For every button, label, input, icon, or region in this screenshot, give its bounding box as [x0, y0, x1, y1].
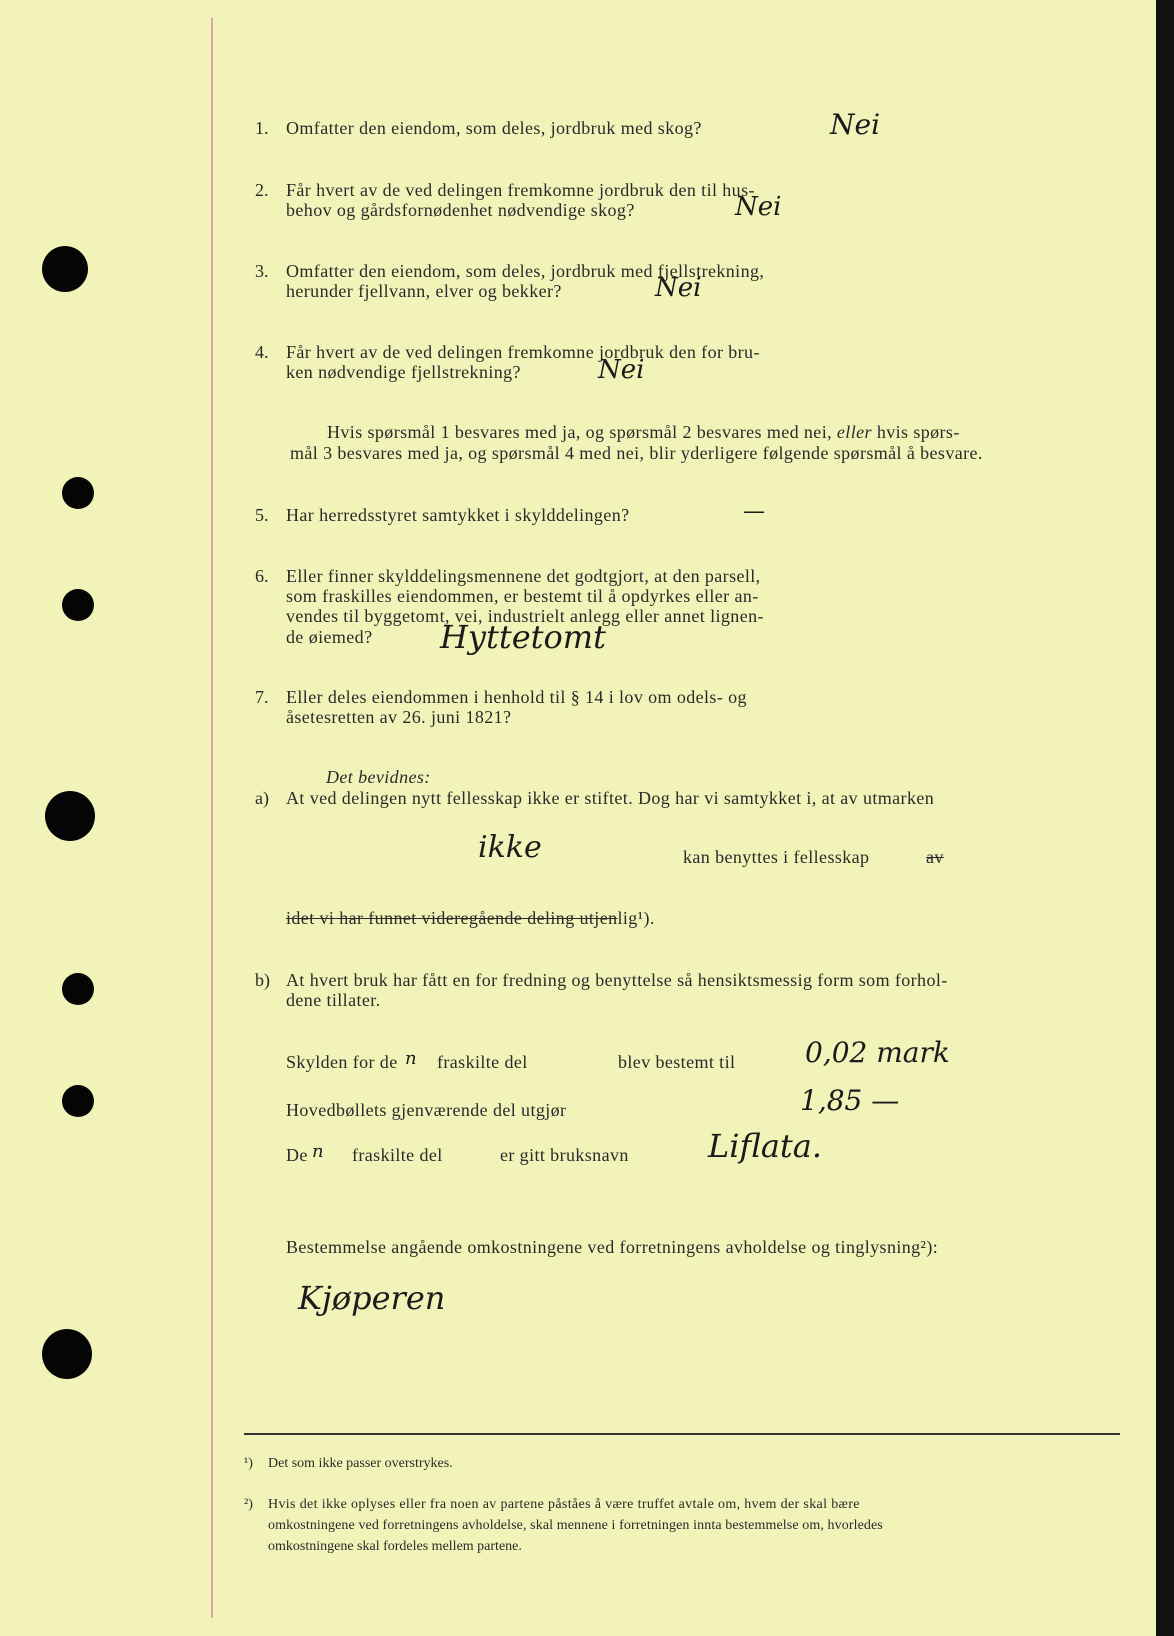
handwritten-answer: Nei	[830, 108, 881, 141]
punch-hole	[62, 1085, 94, 1117]
punch-hole	[62, 477, 94, 509]
certification-a-tail: lig¹).	[617, 908, 655, 928]
handwritten-answer: Nei	[598, 355, 645, 385]
footnote-mark: ¹)	[244, 1456, 253, 1471]
punch-hole	[42, 246, 88, 292]
question-text: Får hvert av de ved delingen fremkomne jordbruk den til hus-	[286, 180, 755, 200]
certification-heading: Det bevidnes:	[326, 767, 431, 787]
question-number: 7.	[255, 687, 269, 707]
question-number: 2.	[255, 180, 269, 200]
punch-hole	[62, 589, 94, 621]
question-text: vendes til byggetomt, vei, industrielt anlegg eller annet lignen-	[286, 606, 764, 626]
question-text: behov og gårdsfornødenhet nødvendige skog?	[286, 200, 635, 220]
skyld-label: Skylden for de	[286, 1052, 398, 1072]
question-number: 1.	[255, 118, 269, 138]
question-number: 5.	[255, 505, 269, 525]
handwritten-suffix: n	[405, 1048, 417, 1069]
item-label-b: b)	[255, 970, 270, 990]
skyld-label: blev bestemt til	[618, 1052, 736, 1072]
handwritten-answer: —	[743, 499, 765, 524]
question-text: åsetesretten av 26. juni 1821?	[286, 707, 512, 727]
handwritten-value: 0,02 mark	[805, 1036, 950, 1069]
certification-b-text: At hvert bruk har fått en for fredning og benyttelse så hensiktsmessig form som forhol-	[286, 970, 948, 990]
handwritten-suffix: n	[312, 1141, 324, 1162]
conditional-text: mål 3 besvares med ja, og spørsmål 4 med nei, blir yderligere følgende spørsmål å besvare.	[290, 443, 983, 463]
handwritten-answer: Nei	[735, 192, 782, 222]
punch-hole	[45, 791, 95, 841]
footnote-text: omkostningene ved forretningens avholdelse, skal mennene i forretningen innta bestemmelse om, hvorledes	[268, 1518, 883, 1533]
question-text: Omfatter den eiendom, som deles, jordbruk med skog?	[286, 118, 702, 138]
conditional-text: Hvis spørsmål 1 besvares med ja, og spørsmål 2 besvares med nei,	[327, 422, 832, 442]
costs-label: Bestemmelse angående omkostningene ved forretningens avholdelse og tinglysning²):	[286, 1237, 939, 1257]
question-number: 3.	[255, 261, 269, 281]
struck-text: idet vi har funnet videregående deling utjen	[286, 908, 618, 928]
certification-a-line	[286, 908, 655, 929]
question-text: Eller finner skylddelingsmennene det godtgjort, at den parsell,	[286, 566, 761, 586]
footnote-text: omkostningene skal fordeles mellem partene.	[268, 1539, 522, 1554]
certification-b-text: dene tillater.	[286, 990, 381, 1010]
conditional-paragraph	[327, 422, 960, 443]
question-text: som fraskilles eiendommen, er bestemt til å opdyrkes eller an-	[286, 586, 759, 606]
question-text: Eller deles eiendommen i henhold til § 14 i lov om odels- og	[286, 687, 747, 707]
conditional-emphasis: eller	[836, 422, 872, 442]
certification-a-text: At ved delingen nytt fellesskap ikke er stiftet. Dog har vi samtykket i, at av utmarken	[286, 788, 935, 808]
question-text: Omfatter den eiendom, som deles, jordbruk med fjellstrekning,	[286, 261, 765, 281]
question-text: de øiemed?	[286, 627, 373, 647]
handwritten-value: Kjøperen	[298, 1279, 446, 1317]
handwritten-answer: Hyttetomt	[440, 618, 606, 656]
footnote-mark: ²)	[244, 1497, 253, 1512]
footnote-text: Hvis det ikke oplyses eller fra noen av partene påståes å være truffet avtale om, hvem der skal bære	[268, 1497, 860, 1512]
navn-label: De	[286, 1145, 308, 1165]
hoved-label: Hovedbøllets gjenværende del utgjør	[286, 1100, 567, 1120]
punch-hole	[42, 1329, 92, 1379]
certification-a-mid: kan benyttes i fellesskap	[683, 847, 870, 867]
margin-line	[211, 18, 213, 1618]
navn-label: fraskilte del	[352, 1145, 443, 1165]
handwritten-answer: ikke	[478, 830, 542, 865]
handwritten-answer: Nei	[655, 273, 702, 303]
question-text: Får hvert av de ved delingen fremkomne jordbruk den for bru-	[286, 342, 760, 362]
item-label-a: a)	[255, 788, 269, 808]
handwritten-value: 1,85 —	[800, 1084, 900, 1117]
question-text: herunder fjellvann, elver og bekker?	[286, 281, 562, 301]
punch-hole	[62, 973, 94, 1005]
question-number: 4.	[255, 342, 269, 362]
question-text: Har herredsstyret samtykket i skylddelingen?	[286, 505, 630, 525]
skyld-label: fraskilte del	[437, 1052, 528, 1072]
handwritten-value: Liflata.	[708, 1127, 823, 1165]
navn-label: er gitt bruksnavn	[500, 1145, 629, 1165]
question-text: ken nødvendige fjellstrekning?	[286, 362, 521, 382]
footnote-text: Det som ikke passer overstrykes.	[268, 1456, 453, 1471]
conditional-text: hvis spørs-	[876, 422, 960, 442]
struck-text: av	[926, 847, 944, 867]
question-number: 6.	[255, 566, 269, 586]
footnote-rule	[244, 1433, 1120, 1435]
